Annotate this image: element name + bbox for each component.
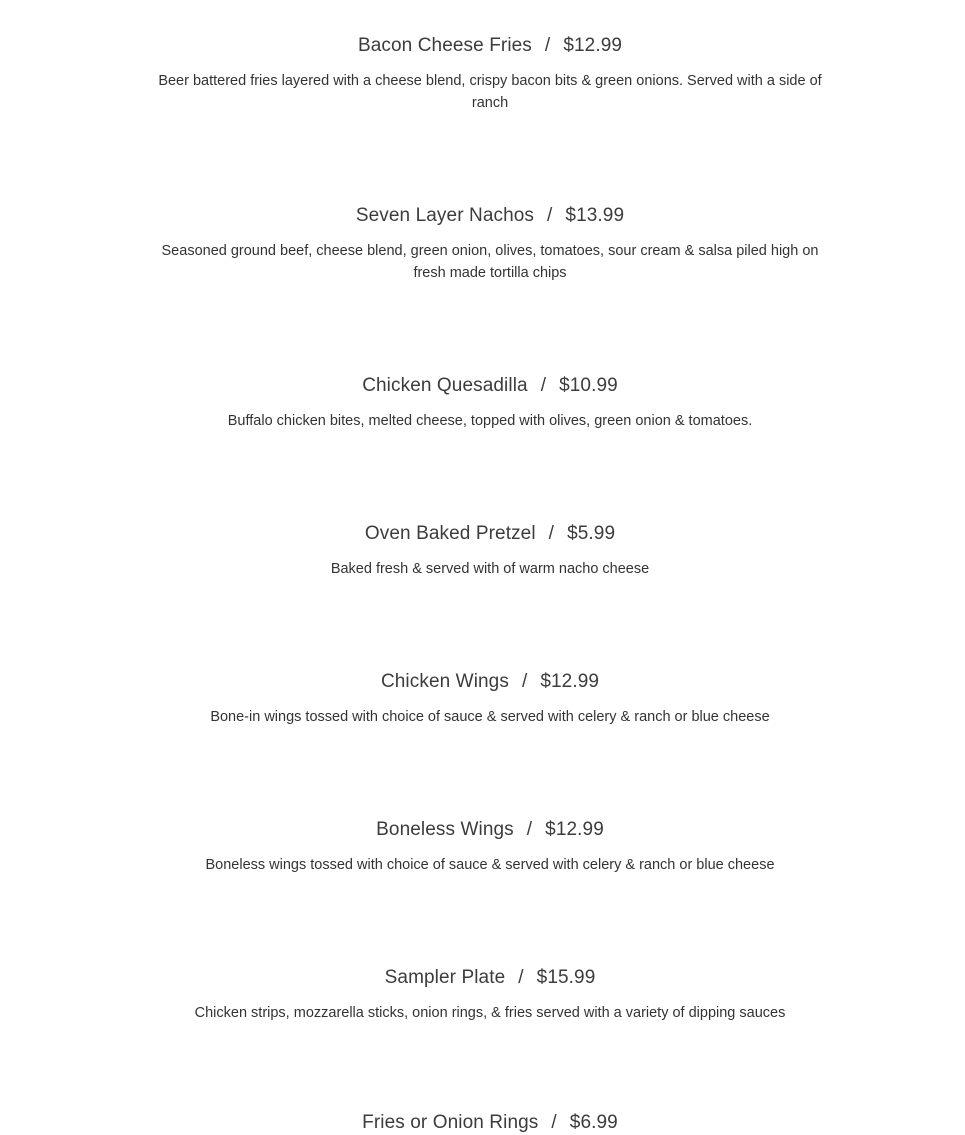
menu-item-description: Seasoned ground beef, cheese blend, green onion, olives, tomatoes, sour cream & salsa piled high on fresh made tortilla chips [161, 243, 819, 281]
menu-item-name: Boneless Wings [376, 819, 514, 840]
menu-item-title [0, 670, 965, 694]
menu-item-price: $10.99 [559, 375, 618, 396]
menu-item-price: $12.99 [540, 671, 600, 692]
menu-item-description: Boneless wings tossed with choice of sauce & served with celery & ranch or blue cheese [205, 857, 775, 873]
title-separator: / [540, 375, 547, 396]
menu-item-price: $13.99 [565, 205, 625, 226]
menu-item-name: Chicken Quesadilla [362, 375, 528, 396]
title-separator: / [526, 819, 533, 840]
title-separator: / [521, 671, 528, 692]
title-separator: / [547, 205, 553, 226]
menu-item-title [0, 34, 965, 58]
menu-item-name: Chicken Wings [380, 671, 509, 692]
menu-item-name: Seven Layer Nachos [355, 205, 535, 226]
menu-item-boneless-wings [0, 818, 965, 876]
menu-item-title [0, 818, 965, 842]
menu-item-sampler-plate [0, 966, 965, 1024]
menu-item-title [0, 1111, 965, 1135]
menu-item-description: Chicken strips, mozzarella sticks, onion rings, & fries served with a variety of dipping sauces [194, 1005, 786, 1021]
menu-item-price: $6.99 [569, 1112, 618, 1133]
menu-item-name: Oven Baked Pretzel [364, 523, 536, 544]
menu-item-title [0, 522, 965, 546]
menu-item-fries-or-onion-rings [0, 1111, 965, 1135]
title-separator: / [544, 35, 551, 56]
title-separator: / [548, 523, 555, 544]
menu-item-price: $5.99 [567, 523, 616, 544]
menu-item-title [0, 966, 965, 990]
title-separator: / [518, 967, 524, 988]
menu-item-title [0, 204, 965, 228]
menu-item-seven-layer-nachos [0, 204, 965, 284]
menu-item-description: Beer battered fries layered with a cheese blend, crispy bacon bits & green onions. Served with a side of ranch [158, 73, 822, 111]
menu-item-name: Fries or Onion Rings [362, 1112, 539, 1133]
menu-item-description: Buffalo chicken bites, melted cheese, topped with olives, green onion & tomatoes. [227, 413, 753, 429]
menu-item-price: $15.99 [536, 967, 596, 988]
menu-item-price: $12.99 [563, 35, 623, 56]
menu-item-description: Baked fresh & served with of warm nacho cheese [330, 561, 650, 577]
menu-item-chicken-wings [0, 670, 965, 728]
title-separator: / [551, 1112, 557, 1133]
menu-item-name: Sampler Plate [384, 967, 506, 988]
menu-item-name: Bacon Cheese Fries [357, 35, 532, 56]
menu-item-chicken-quesadilla [0, 374, 965, 432]
menu-item-title [0, 374, 965, 398]
menu-item-oven-baked-pretzel [0, 522, 965, 580]
menu-item-bacon-cheese-fries [0, 34, 965, 114]
menu-item-description: Bone-in wings tossed with choice of sauce & served with celery & ranch or blue cheese [210, 709, 770, 725]
menu-item-price: $12.99 [545, 819, 604, 840]
